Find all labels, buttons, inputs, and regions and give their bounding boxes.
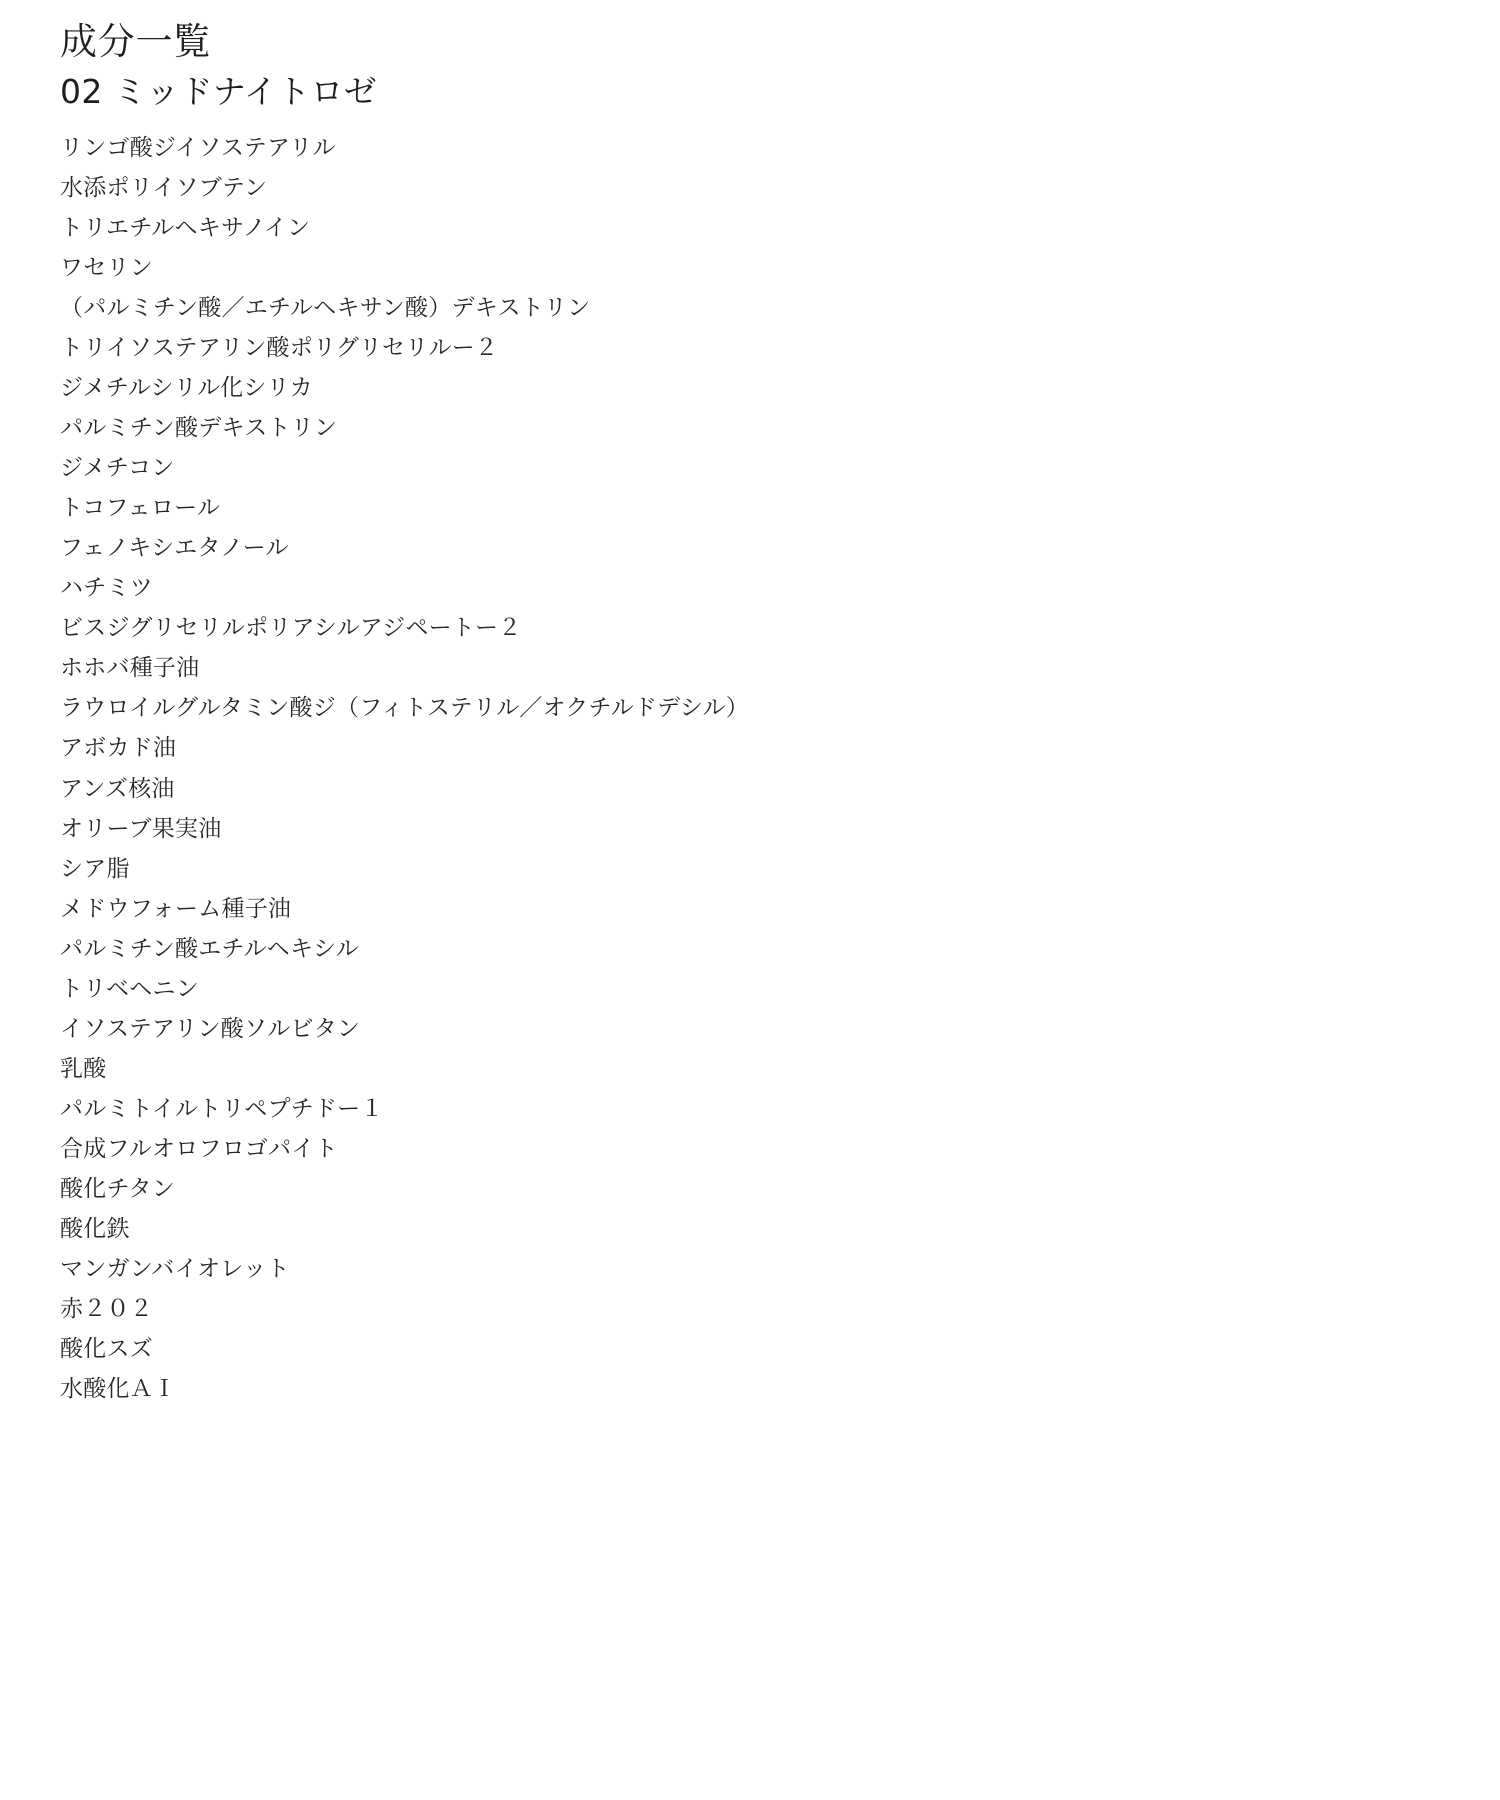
list-item: イソステアリン酸ソルビタン (60, 1015, 361, 1042)
list-item: 酸化スズ (60, 1335, 153, 1362)
list-item: オリーブ果実油 (60, 815, 222, 842)
list-item: 合成フルオロフロゴパイト (60, 1135, 338, 1162)
list-item: 水酸化ＡＩ (60, 1375, 177, 1402)
list-item: メドウフォーム種子油 (60, 895, 292, 922)
list-item: ワセリン (60, 255, 153, 282)
ingredient-list (60, 128, 1500, 1409)
list-item: ホホバ種子油 (60, 655, 200, 682)
list-item: シア脂 (60, 855, 130, 882)
list-item: パルミチン酸エチルヘキシル (60, 935, 359, 962)
list-item: 酸化鉄 (60, 1215, 130, 1242)
list-item: ジメチコン (60, 455, 175, 482)
page-title: 成分一覧 (60, 20, 211, 63)
list-item: トコフェロール (60, 495, 221, 522)
list-item: ラウロイルグルタミン酸ジ（フィトステリル／オクチルドデシル） (60, 695, 749, 722)
list-item: 赤２０２ (60, 1295, 153, 1322)
list-item: ハチミツ (60, 575, 153, 602)
list-item: ジメチルシリル化シリカ (60, 375, 313, 402)
list-item: トリエチルヘキサノイン (60, 215, 311, 242)
list-item: ビスジグリセリルポリアシルアジペートー２ (60, 615, 522, 642)
product-variant-title: 02 ミッドナイトロゼ (60, 72, 378, 112)
list-item: （パルミチン酸／エチルヘキサン酸）デキストリン (60, 295, 591, 322)
list-item: リンゴ酸ジイソステアリル (60, 135, 336, 162)
list-item: パルミチン酸デキストリン (60, 415, 338, 442)
list-item: アボカド油 (60, 735, 177, 762)
list-item: 酸化チタン (60, 1175, 175, 1202)
list-item: トリベヘニン (60, 975, 199, 1002)
list-item: アンズ核油 (60, 775, 175, 802)
list-item: トリイソステアリン酸ポリグリセリルー２ (60, 335, 499, 362)
list-item: 水添ポリイソブテン (60, 175, 268, 202)
list-item: フェノキシエタノール (60, 535, 289, 562)
list-item: マンガンバイオレット (60, 1255, 290, 1282)
list-item: 乳酸 (60, 1055, 107, 1082)
list-item: パルミトイルトリペプチドー１ (60, 1095, 384, 1122)
